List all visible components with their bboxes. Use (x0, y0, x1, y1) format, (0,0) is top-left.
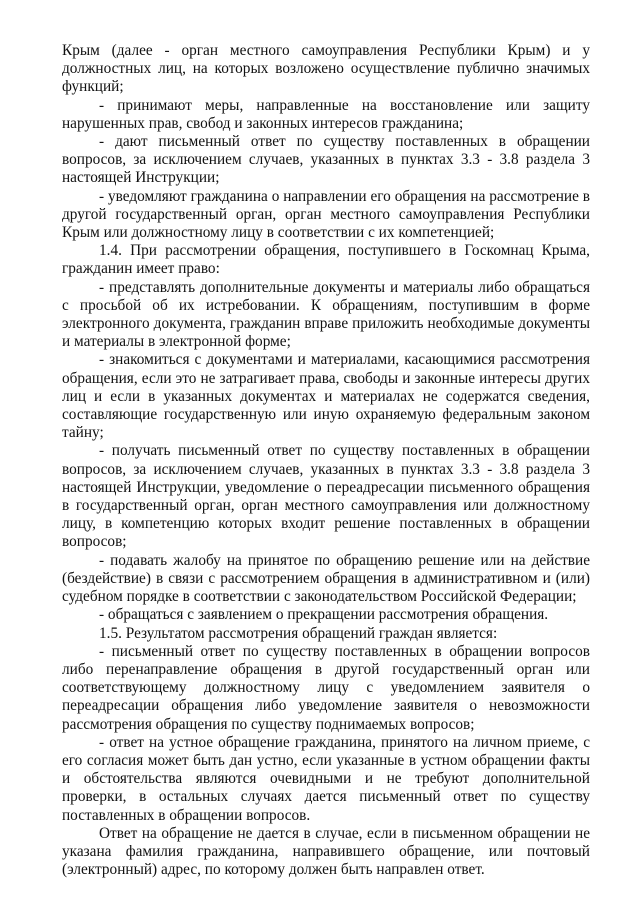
document-page (62, 42, 590, 879)
paragraph-file-complaint: - подавать жалобу на принятое по обращению решение или на действие (бездействие) в связи с рассмотрением обращения в административном и (или) судебном порядке в соответствии с законодательством Российской Федерации; (62, 551, 590, 606)
paragraph-section-1-5: 1.5. Результатом рассмотрения обращений граждан является: (99, 624, 498, 642)
paragraph-measures: - принимают меры, направленные на восстановление или защиту нарушенных прав, свобод и законных интересов гражданина; (62, 96, 590, 132)
paragraph-result-oral: - ответ на устное обращение гражданина, принятого на личном приеме, с его согласия может быть дан устно, если указанные в устном обращении факты и обстоятельства являются очевидными и не требуют дополнительной проверки, в остальных случаях дается письменный ответ по существу поставленных в обращении вопросов. (62, 733, 590, 824)
paragraph-receive-answer: - получать письменный ответ по существу поставленных в обращении вопросов, за исключением случаев, указанных в пунктах 3.3 - 3.8 раздела 3 настоящей Инструкции, уведомление о переадресации письменного обращения в государственный орган, орган местного самоуправления или должностному лицу, в компетенцию которых входит решение поставленных в обращении вопросов; (62, 442, 590, 551)
paragraph-request-termination: - обращаться с заявлением о прекращении рассмотрения обращения. (99, 606, 549, 624)
paragraph-section-1-4: 1.4. При рассмотрении обращения, поступившего в Госкомнац Крыма, гражданин имеет право: (62, 242, 590, 278)
paragraph-continuation: Крым (далее - орган местного самоуправления Республики Крым) и у должностных лиц, на которых возложено осуществление публично значимых функций; (62, 42, 590, 96)
paragraph-no-answer: Ответ на обращение не дается в случае, если в письменном обращении не указана фамилия гражданина, направившего обращение, или почтовый (электронный) адрес, по которому должен быть направлен ответ. (62, 824, 590, 879)
paragraph-submit-documents: - представлять дополнительные документы и материалы либо обращаться с просьбой об их истребовании. К обращениям, поступившим в форме электронного документа, гражданин вправе приложить необходимые документы и материалы в электронной форме; (62, 278, 590, 351)
paragraph-notify-redirect: - уведомляют гражданина о направлении его обращения на рассмотрение в другой государственный орган, орган местного самоуправления Республики Крым или должностному лицу в соответствии с их компетенцией; (62, 187, 590, 242)
paragraph-review-materials: - знакомиться с документами и материалами, касающимися рассмотрения обращения, если это не затрагивает права, свободы и законные интересы других лиц и если в указанных документах и материалах не содержатся сведения, составляющие государственную или иную охраняемую федеральным законом тайну; (62, 351, 590, 442)
paragraph-result-written: - письменный ответ по существу поставленных в обращении вопросов либо перенаправление обращения в другой государственный орган или соответствующему должностному лицу с уведомлением заявителя о переадресации обращения либо уведомление заявителя о невозможности рассмотрения обращения по существу поднимаемых вопросов; (62, 642, 590, 733)
paragraph-written-answer: - дают письменный ответ по существу поставленных в обращении вопросов, за исключением случаев, указанных в пунктах 3.3 - 3.8 раздела 3 настоящей Инструкции; (62, 133, 590, 187)
